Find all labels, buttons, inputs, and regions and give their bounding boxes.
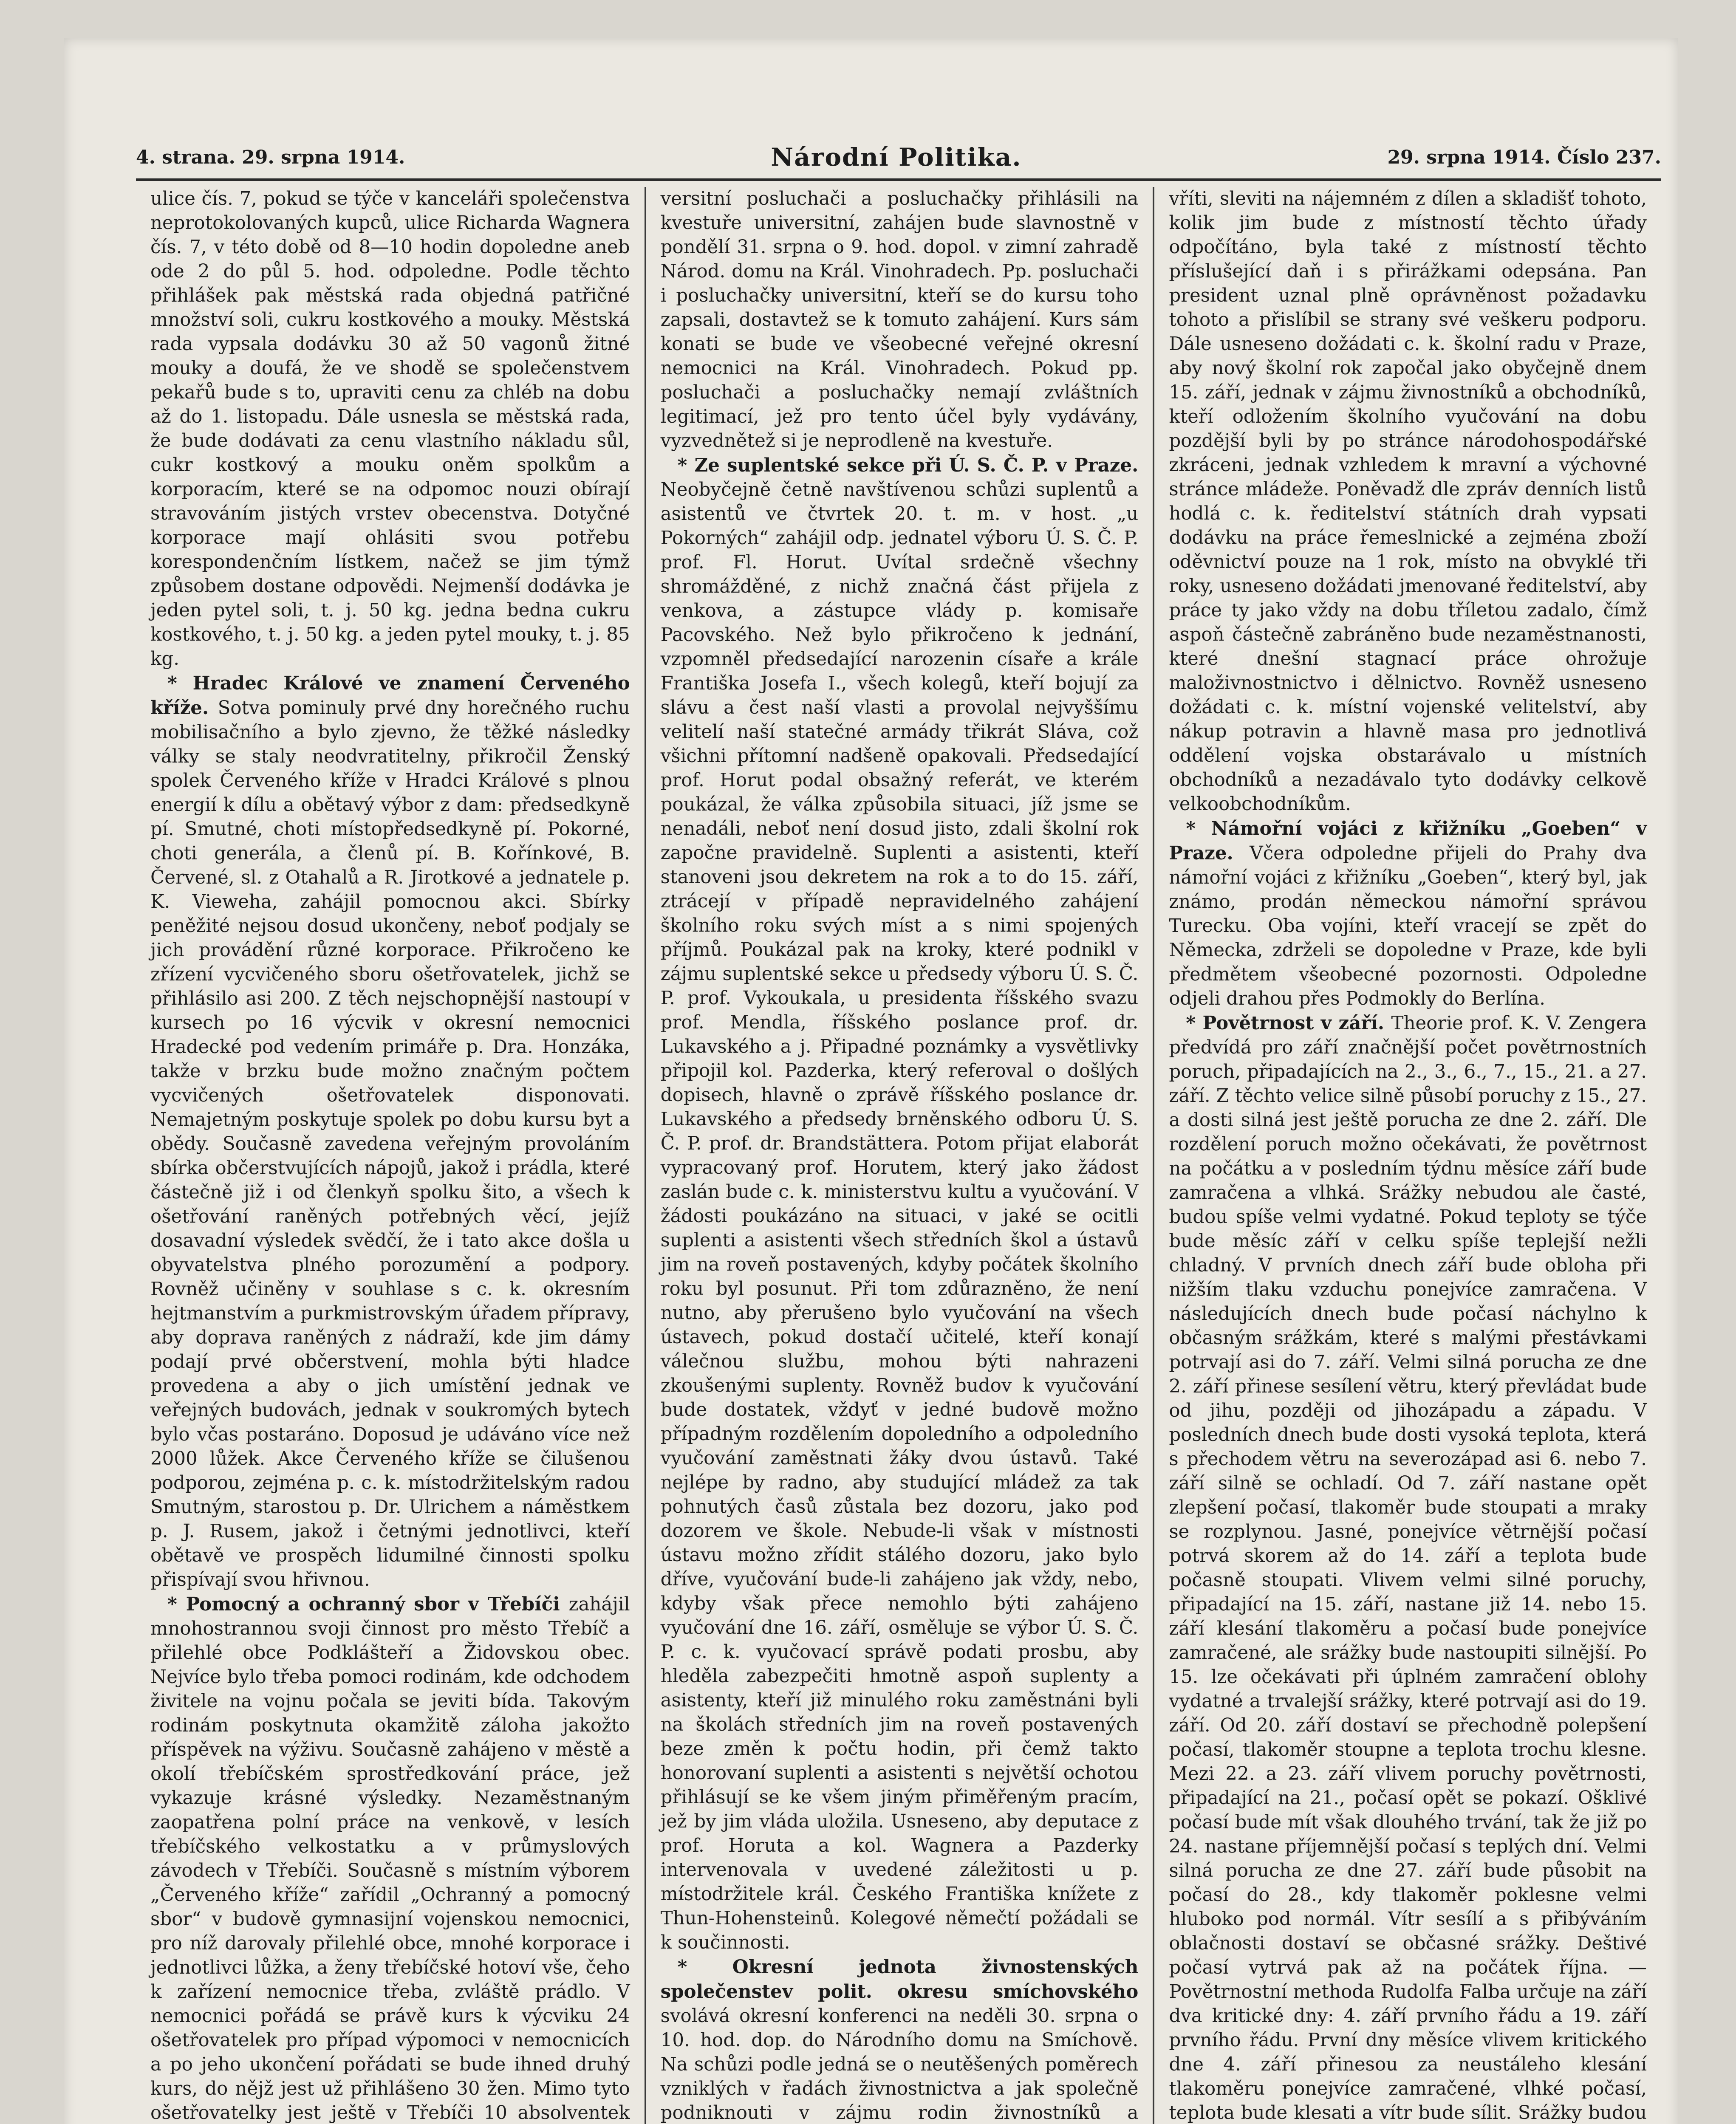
article-paragraph [150, 671, 630, 1592]
article-text: ulice čís. 7, pokud se týče v kanceláři společenstva neprotokolovaných kupců, ulice Richarda Wagnera čís. 7, v této době od 8—10 hodin dopoledne aneb ode 2 do půl 5. hod. odpoledne. Podle těchto přihlášek pak městská rada objedná patřičné množství soli, cukru kostkového a mouky. Městská rada vypsala dodávku 30 až 50 vagonů žitné mouky a doufá, že ve shodě se společenstvem pekařů bude s to, upraviti cenu za chléb na dobu až do 1. listopadu. Dále usnesla se městská rada, že bude dodávati za cenu vlastního nákladu sůl, cukr kostkový a mouku oněm spolkům a korporacím, které se na odpomoc nouzi obírají stravováním jistých vrstev obecenstva. Dotyčné korporace mají ohlásiti svou potřebu korespondenčním lístkem, načež se jim týmž způsobem dostane odpovědi. Nejmenší dodávka je jeden pytel soli, t. j. 50 kg. jedna bedna cukru kostkového, t. j. 50 kg. a jeden pytel mouky, t. j. 85 kg. [150, 188, 630, 669]
article-text: zahájil mnohostrannou svoji činnost pro město Třebíč a přilehlé obce Podklášteří a Židovskou obec. Nejvíce bylo třeba pomoci rodinám, kde odchodem živitele na vojnu počala se jeviti bída. Takovým rodinám poskytnuta okamžitě záloha jakožto příspěvek na výživu. Současně zahájeno v městě a okolí třebíčském sprostředkování práce, jež vykazuje krásné výsledky. Nezaměstnaným zaopatřena polní práce na venkově, v lesích třebíčského velkostatku a v průmyslových závodech v Třebíči. Současně s místním výborem „Červeného kříže“ zařídil „Ochranný a pomocný sbor“ v budově gymnasijní vojenskou nemocnici, pro níž darovaly přilehlé obce, mnohé korporace i jednotlivci lůžka, a ženy třebíčské hotoví vše, čeho k zařízení nemocnice třeba, zvláště prádlo. V nemocnici pořádá se právě kurs k výcviku 24 ošetřovatelek pro případ výpomoci v nemocnicích a po jeho ukončení pořádati se bude ihned druhý kurs, do nějž jest už přihlášeno 30 žen. Mimo tyto ošetřovatelky jest ještě v Třebíči 10 absolventek [150, 1594, 630, 2124]
article-text: Theorie prof. K. V. Zengera předvídá pro září značnější počet povětrnostních poruch, připadajících na 2., 3., 6., 7., 15., 21. a 27. září. Z těchto velice silně působí poruchy z 15., 27. a dosti silná jest ještě porucha ze dne 2. září. Dle rozdělení poruch možno očekávati, že povětrnost na počátku a v posledním týdnu měsíce září bude zamračena a vlhká. Srážky nebudou ale časté, budou spíše velmi vydatné. Pokud teploty se týče bude měsíc září v celku spíše teplejší nežli chladný. V prvních dnech září bude obloha při nižším tlaku vzduchu ponejvíce zamračena. V následujících dnech bude počasí náchylno k občasným srážkám, které s malými přestávkami potrvají asi do 7. září. Velmi silná porucha ze dne 2. září přinese sesílení větru, který převládat bude od jihu, později od jihozápadu a západu. V posledních dnech bude dosti vysoká teplota, která s přechodem větru na severozápad asi 6. nebo 7. září silně se ochladí. Od 7. září nastane opět zlepšení počasí, tlakoměr bude stoupati a mraky se rozplynou. Jasné, ponejvíce větrnější počasí potrvá skorem až do 14. září a teplota bude počasně stoupati. Vlivem velmi silné poruchy, připadající na 15. září, nastane již 14. nebo 15. září klesání tlakoměru a počasí bude ponejvíce zamračené, ale srážky bude nastoupiti silnější. Po 15. lze očekávati při úplném zamračení oblohy vydatné a trvalejší srážky, které potrvají asi do 19. září. Od 20. září dostaví se přechodně polepšení počasí, tlakoměr stoupne a teplota trochu klesne. Mezi 22. a 23. září vlivem poruchy povětrnosti, připadající na 21., počasí opět se pokazí. Ošklivé počasí bude mít však dlouhého trvání, tak že již po 24. nastane příjemnější počasí s teplých dní. Velmi silná porucha ze dne 27. září bude působit na počasí do 28., kdy tlakoměr poklesne velmi hluboko pod normál. Vítr sesílí a s přibýváním oblačnosti dostaví se občasné srážky. Deštivé počasí vytrvá pak až na počátek října. — Povětrnostní methoda Rudolfa Falba určuje na září dva kritické dny: 4. září prvního řádu a 19. září prvního řádu. První dny měsíce vlivem kritického dne 4. září přinesou za neustáleho klesání tlakoměru ponejvíce zamračené, vlhké počasí, teplota bude klesati a vítr bude sílit. Srážky budou [1169, 1013, 1647, 2124]
article-paragraph [150, 187, 630, 671]
header-right: 29. srpna 1914. Číslo 237. [1387, 146, 1661, 168]
article-paragraph [1169, 187, 1647, 816]
article-paragraph [661, 1955, 1139, 2124]
article-text: vříti, sleviti na nájemném z dílen a skladišť tohoto, kolik jim bude z místností těchto úřady odpočítáno, byla také z místností těchto příslušející daň i s přirážkami odepsána. Pan president uznal plně oprávněnost požadavku tohoto a přislíbil se strany své veškeru podporu. Dále usneseno dožádati c. k. školní radu v Praze, aby nový školní rok započal jako obyčejně dnem 15. září, jednak v zájmu živnostníků a obchodníků, kteří odložením školního vyučování na dobu pozdější byli by po stránce národohospodářské zkráceni, jednak vzhledem k mravní a výchovné stránce mládeže. Poněvadž dle zpráv denních listů hodlá c. k. ředitelství státních drah vypsati dodávku na práce řemeslnické a zejména zboží oděvnictví pouze na 1 rok, místo na obvyklé tři roky, usneseno dožádati jmenované ředitelství, aby práce ty jako vždy na dobu tříletou zadalo, čímž aspoň částečně zabráněno bude nezaměstnanosti, které dnešní stagnací práce ohrožuje maloživnostnictvo i dělnictvo. Rovněž usneseno dožádati c. k. místní vojenské velitelství, aby nákup potravin a hlavně masa pro jednotlivá oddělení vojska obstarávalo u místních obchodníků a nezadávalo tyto dodávky celkově velkoobchodníkům. [1169, 188, 1647, 815]
article-paragraph [661, 453, 1139, 1955]
article-paragraph [150, 1592, 630, 2124]
masthead: Národní Politika. [771, 143, 1022, 172]
article-heading: * Okresní jednota živnostenských společenstev polit. okresu smíchovského [660, 1956, 1139, 2003]
article-text: Sotva pominuly prvé dny horečného ruchu mobilisačního a bylo zjevno, že těžké následky války se staly neodvratitelny, přikročil Ženský spolek Červeného kříže v Hradci Králové s plnou energií k dílu a obětavý výbor z dam: předsedkyně pí. Smutné, choti místopředsedkyně pí. Pokorné, choti generála, a členů pí. B. Kořínkové, B. Červené, sl. z Otahalů a R. Jirotkové a jednatele p. K. Vieweha, zahájil pomocnou akci. Sbírky peněžité nejsou dosud ukončeny, neboť podjaly se jich provádění různé korporace. Přikročeno ke zřízení vycvičeného sboru ošetřovatelek, jichž se přihlásilo asi 200. Z těch nejschopnější nastoupí v kursech po 16 výcvik v okresní nemocnici Hradecké pod vedením primáře p. Dra. Honzáka, takže v brzku bude možno značným počtem vycvičených ošetřovatelek disponovati. Nemajetným poskytuje spolek po dobu kursu byt a obědy. Současně zavedena veřejným provoláním sbírka občerstvujících nápojů, jakož i prádla, které částečně již i od členkyň spolku šito, a všech k ošetřování raněných potřebných věcí, jejíž dosavadní výsledek svědčí, že i tato akce došla u obyvatelstva plného porozumění a podpory. Rovněž učiněny v souhlase s c. k. okresním hejtmanstvím a purkmistrovským úřadem přípravy, aby doprava raněných z nádraží, kde jim dámy podají prvé občerstvení, mohla býti hladce provedena a aby o jich umístění jednak ve veřejných budovách, jednak v soukromých bytech bylo včas postaráno. Doposud je udáváno více než 2000 lůžek. Akce Červeného kříže se čilušenou podporou, zejména p. c. k. místodržitelským radou Smutným, starostou p. Dr. Ulrichem a náměstkem p. J. Rusem, jakož i četnými jednotlivci, kteří obětavě ve prospěch lidumilné činnosti spolku přispívají svou hřivnou. [150, 698, 630, 1590]
article-text: svolává okresní konferenci na neděli 30. srpna o 10. hod. dop. do Národního domu na Smíchově. Na schůzi podle jedná se o neutěšených poměrech vzniklých v řadách živnostnictva a jak společně podniknouti v zájmu rodin živnostníků a [660, 2005, 1139, 2124]
article-text: Neobyčejně četně navštívenou schůzi suplentů a asistentů ve čtvrtek 20. t. m. v host. „u Pokorných“ zahájil odp. jednatel výboru Ú. S. Č. P. prof. Fl. Horut. Uvítal srdečně všechny shromážděné, z nichž značná část přijela z venkova, a zástupce vlády p. komisaře Pacovského. Než bylo přikročeno k jednání, vzpomněl předsedající narozenin císaře a krále Františka Josefa I., všech kolegů, kteří bojují za slávu a čest naší vlasti a provolal nejvyššímu velitelí naší statečné armády třikrát Sláva, což všichni přítomní nadšeně opakovali. Předsedající prof. Horut podal obsažný referát, ve kterém poukázal, že válka způsobila situaci, jíž jsme se nenadáli, neboť není dosud jisto, zdali školní rok započne pravidelně. Suplenti a asistenti, kteří stanoveni jsou dekretem na rok a to do 15. září, ztrácejí v případě nepravidelného zahájení školního roku svých míst a s nimi spojených příjmů. Poukázal pak na kroky, které podnikl v zájmu suplentské sekce u předsedy výboru Ú. S. Č. P. prof. Vykoukala, u presidenta říšského svazu prof. Mendla, říšského poslance prof. dr. Lukavského a j. Připadné poznámky a vysvětlivky připojil kol. Pazderka, který referoval o došlých dopisech, hlavně o zprávě říšského poslance dr. Lukavského a předsedy brněnského odboru Ú. S. Č. P. prof. dr. Brandstättera. Potom přijat elaborát vypracovaný prof. Horutem, který jako žádost zaslán bude c. k. ministerstvu kultu a vyučování. V žádosti poukázáno na situaci, v jaké se ocitli suplenti a asistenti všech středních škol a ústavů jim na roveň postavených, kdyby počátek školního roku byl posunut. Při tom zdůrazněno, že není nutno, aby přerušeno bylo vyučování na všech ústavech, pokud dostačí učitelé, kteří konají válečnou službu, mohou býti nahrazeni zkoušenými suplenty. Rovněž budov k vyučování bude dostatek, vždyť v jedné budově možno případným rozdělením dopoledního a odpoledního vyučování zaměstnati žáky dvou ústavů. Také nejlépe by radno, aby studující mládež za tak pohnutých časů zůstala bez dozoru, jako pod dozorem ve škole. Nebude-li však v místnosti ústavu možno zřídit stálého dozoru, jako bylo dříve, vyučování bude-li zahájeno jak vždy, nebo, kdyby však přece nemohlo býti zahájeno vyučování dne 16. září, osměluje se výbor Ú. S. Č. P. c. k. vyučovací správě podati prosbu, aby hleděla zabezpečiti hmotně aspoň suplenty a asistenty, kteří již minulého roku zaměstnáni byli na školách středních jim na roveň postavených beze změn k počtu hodin, při čemž takto honorovaní suplenti a asistenti s největší ochotou přihlásují se ke všem jiným přiměřeným pracím, jež by jim vláda uložila. Usneseno, aby deputace z prof. Horuta a kol. Wagnera a Pazderky intervenovala v uvedené záležitosti u p. místodržitele král. Českého Františka knížete z Thun-Hohensteinů. Kolegové němečtí požádali se k součinnosti. [660, 479, 1139, 1953]
column-2 [645, 187, 1153, 2124]
article-heading: * Povětrnost v září. [1186, 1012, 1391, 1034]
newspaper-page [64, 38, 1678, 2124]
article-paragraph [1169, 1011, 1647, 2124]
column-1 [136, 187, 645, 2124]
header-left: 4. strana. 29. srpna 1914. [136, 146, 405, 168]
article-paragraph [1169, 816, 1647, 1011]
page-header [136, 136, 1661, 181]
article-text: Včera odpoledne přijeli do Prahy dva námořní vojáci z křižníku „Goeben“, který byl, jak známo, prodán německou námořní správou Turecku. Oba vojíni, kteří vracejí se zpět do Německa, zdrželi se dopoledne v Praze, kde byli předmětem všeobecné pozornosti. Odpoledne odjeli drahou přes Podmokly do Berlína. [1169, 843, 1647, 1009]
article-heading: * Hradec Králové ve znamení Červeného kříže. [150, 672, 630, 719]
article-heading: * Pomocný a ochranný sbor v Třebíči [167, 1593, 569, 1615]
article-text: versitní posluchači a posluchačky přihlásili na kvestuře universitní, zahájen bude slavnostně v pondělí 31. srpna o 9. hod. dopol. v zimní zahradě Národ. domu na Král. Vinohradech. Pp. posluchači i posluchačky universitní, kteří se do kursu toho zapsali, dostavtež se k tomuto zahájení. Kurs sám konati se bude ve všeobecné veřejné okresní nemocnici na Král. Vinohradech. Pokud pp. posluchači a posluchačky nemají zvláštních legitimací, jež pro tento účel byly vydávány, vyzvednětež si je neprodleně na kvestuře. [660, 188, 1139, 452]
column-3 [1153, 187, 1661, 2124]
article-heading: * Ze suplentské sekce při Ú. S. Č. P. v Praze. [677, 455, 1139, 476]
article-heading: * Námořní vojáci z křižníku „Goeben“ v Praze. [1169, 818, 1647, 864]
article-paragraph [661, 187, 1139, 453]
article-columns [136, 187, 1661, 2124]
